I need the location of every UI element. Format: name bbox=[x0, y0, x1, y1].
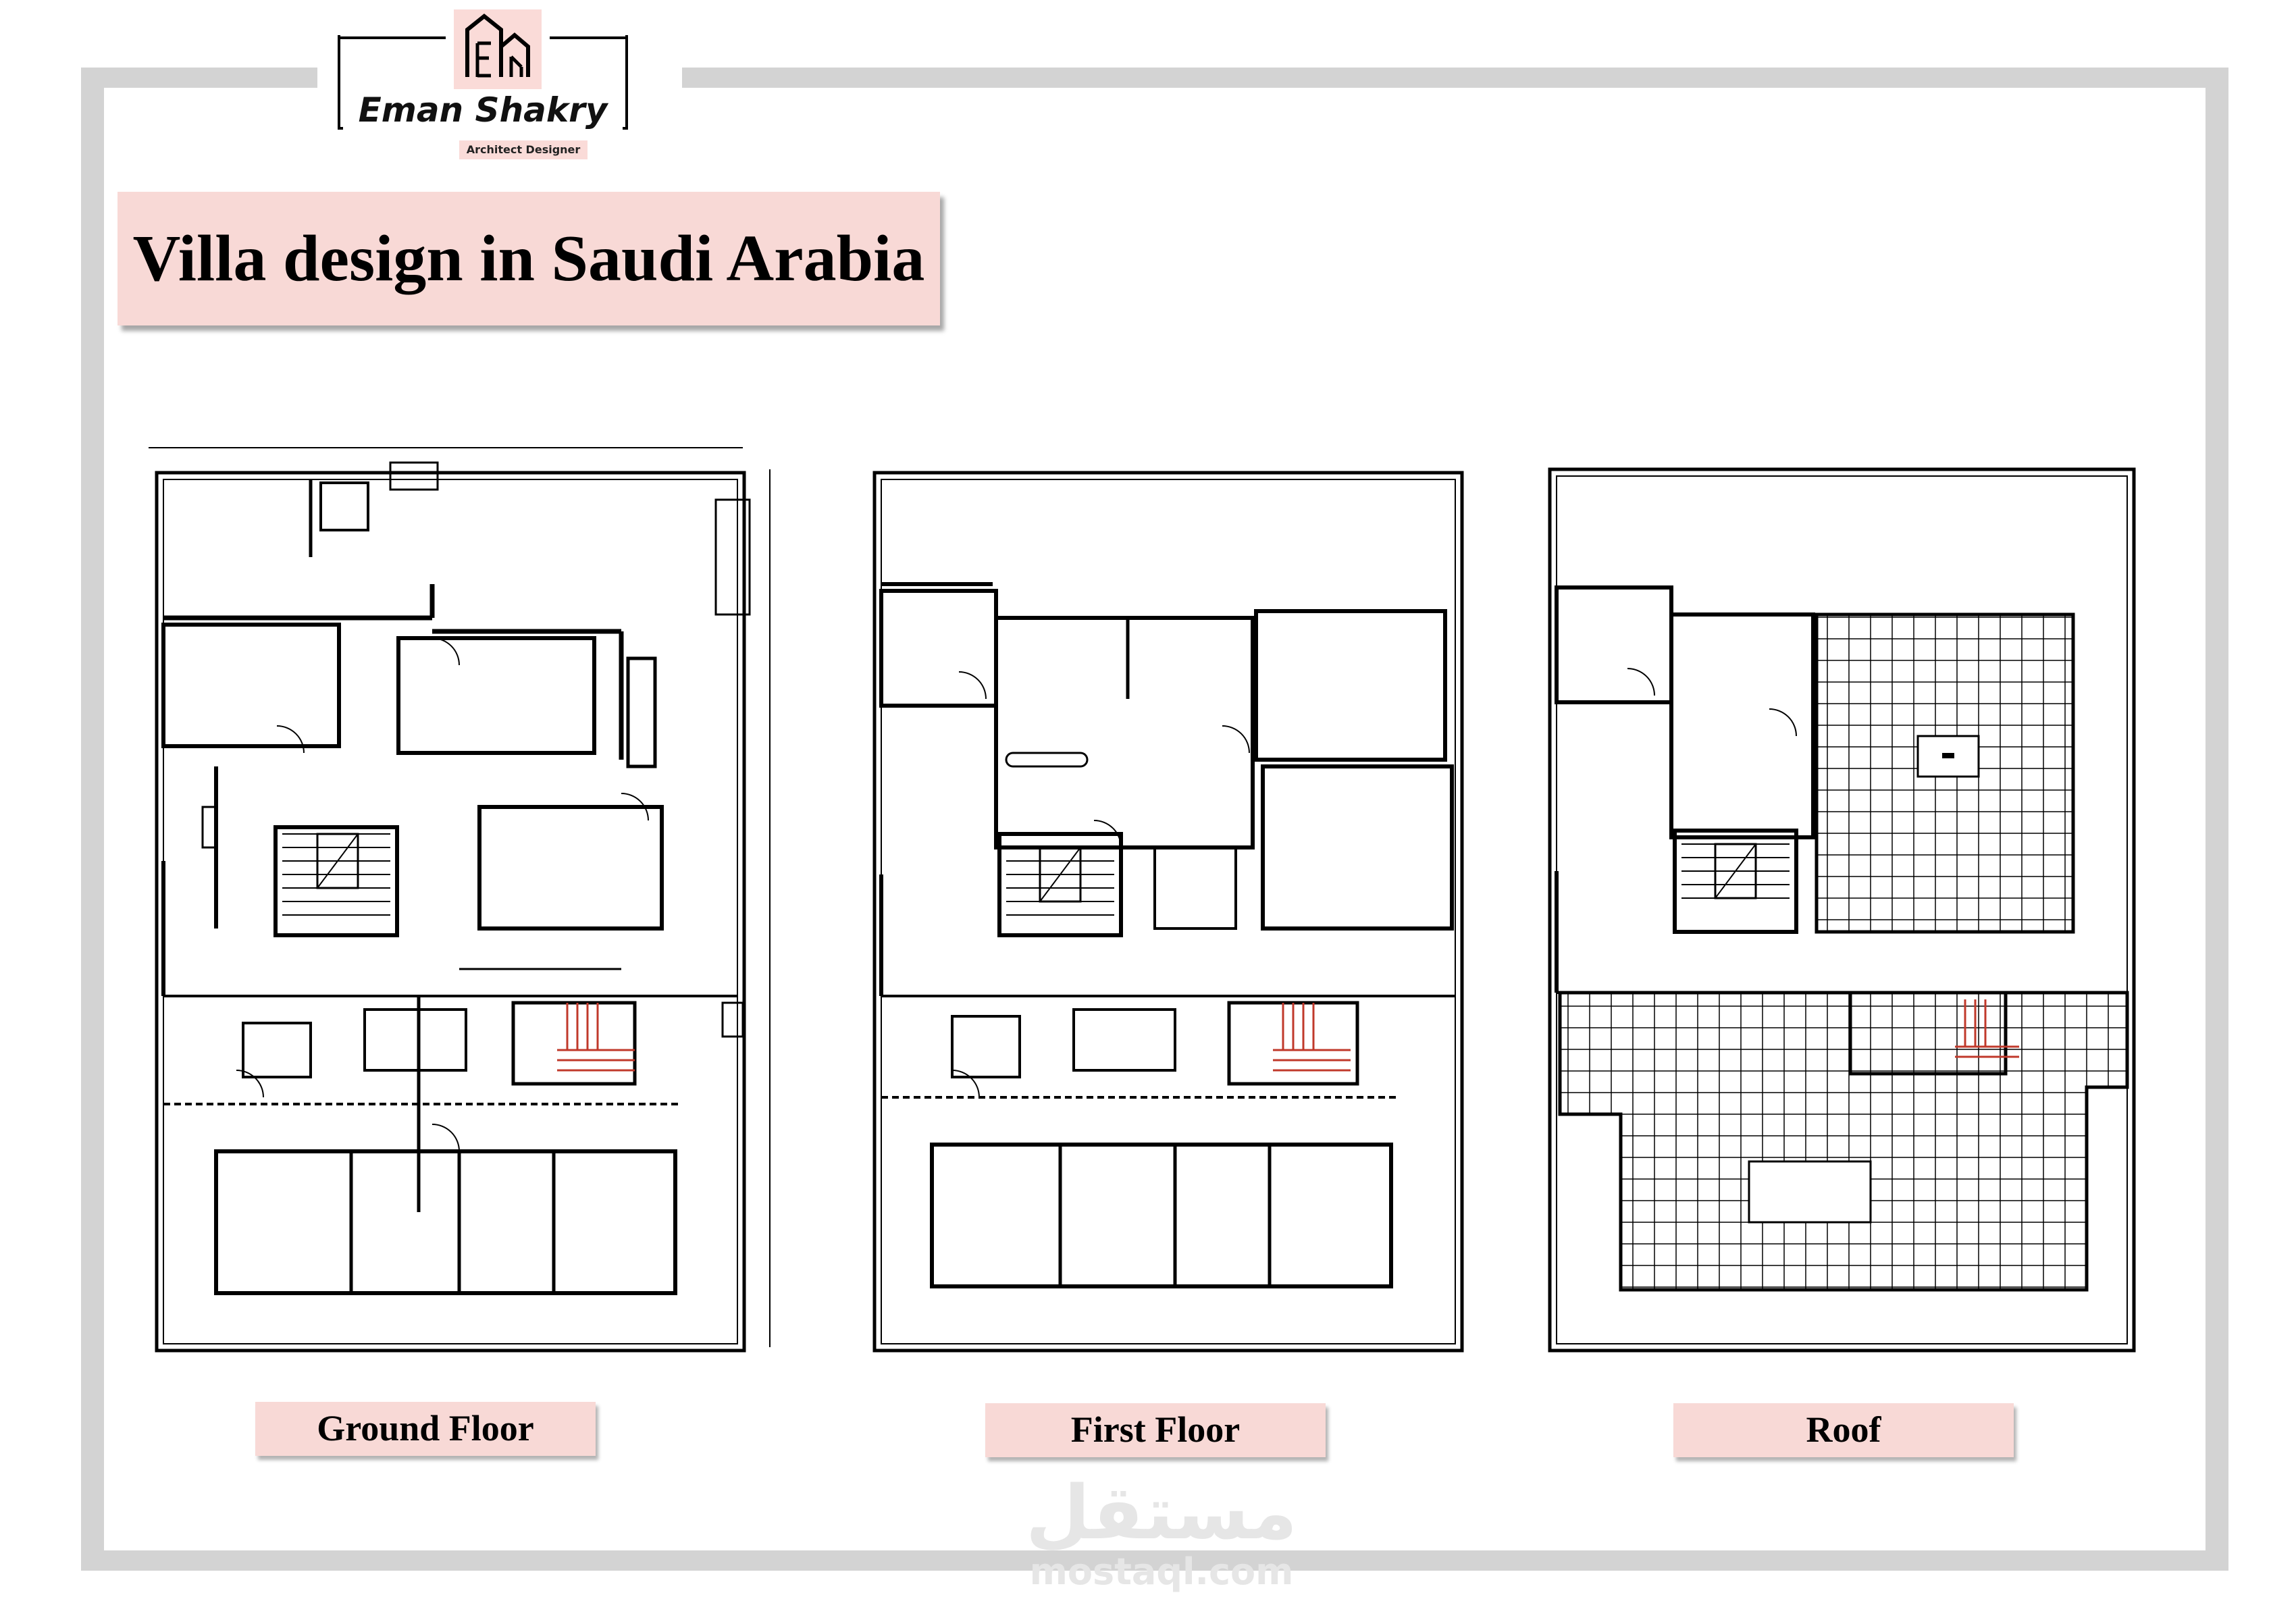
first-floor-label: First Floor bbox=[985, 1403, 1326, 1457]
brand-logo bbox=[338, 9, 628, 156]
watermark-arabic: مستقل bbox=[1025, 1469, 1298, 1556]
logo-tagline: Architect Designer bbox=[459, 140, 588, 159]
watermark-latin: mostaql.com bbox=[1029, 1550, 1294, 1593]
ground-floor-label: Ground Floor bbox=[255, 1402, 596, 1456]
logo-name: Eman Shakry bbox=[343, 90, 623, 130]
frame-right-border bbox=[2206, 68, 2228, 1571]
frame-left-border bbox=[81, 68, 104, 1571]
watermark bbox=[1013, 1469, 1310, 1593]
roof-plan bbox=[1546, 466, 2141, 1357]
first-floor-plan bbox=[871, 469, 1472, 1361]
ground-floor-plan bbox=[149, 442, 783, 1361]
title-banner bbox=[118, 192, 940, 325]
roof-label: Roof bbox=[1673, 1403, 2014, 1457]
page-title: Villa design in Saudi Arabia bbox=[132, 222, 925, 295]
